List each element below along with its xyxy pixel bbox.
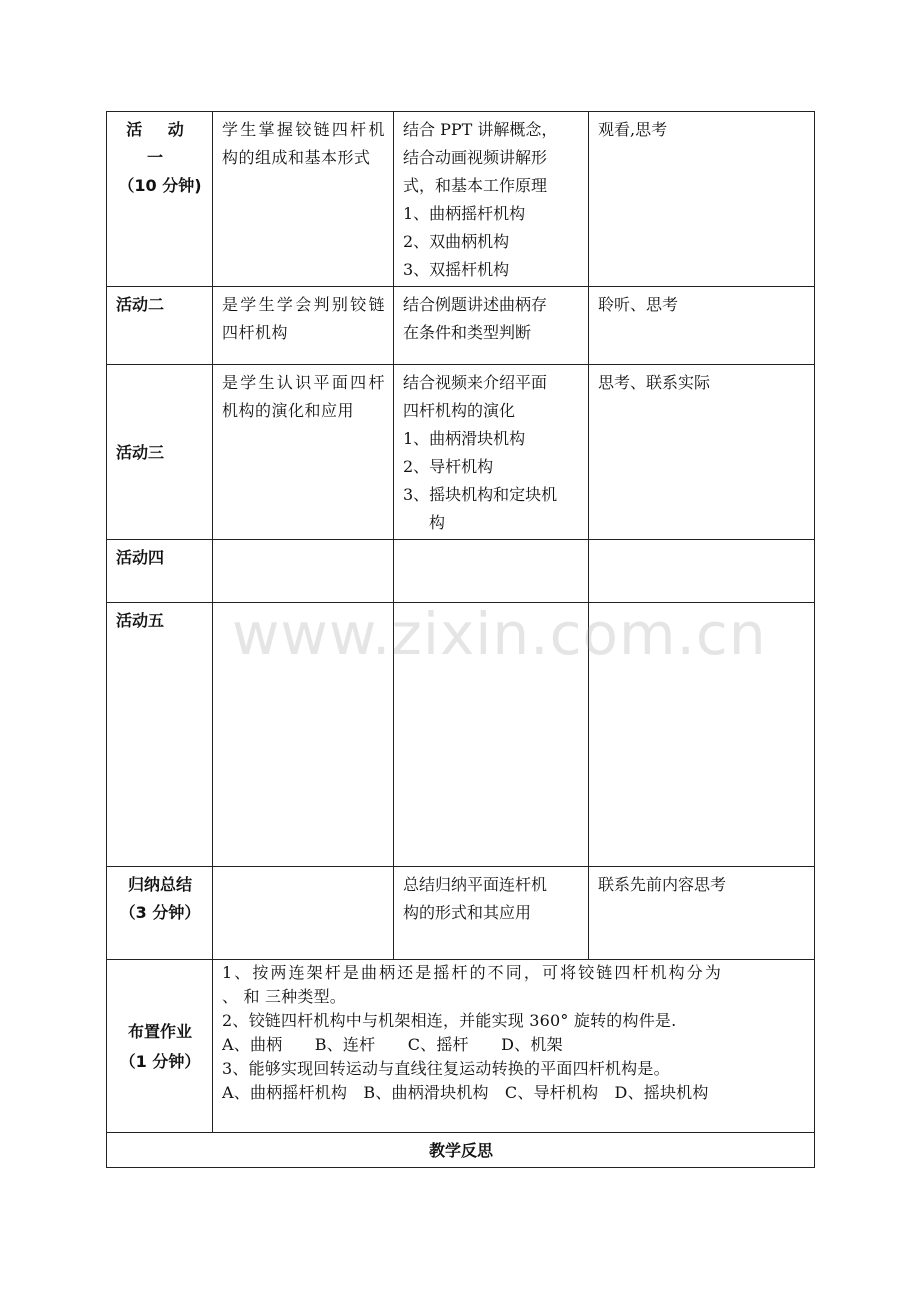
teacher-activity-line: 在条件和类型判断 [403, 323, 532, 342]
teacher-activity-line: 1、曲柄摇杆机构 [403, 204, 526, 223]
teacher-activity-cell [394, 540, 589, 603]
table-row-activity-5 [107, 603, 815, 867]
activity-name-cell [107, 112, 213, 287]
teacher-activity-line: 式，和基本工作原理 [403, 176, 548, 195]
table-row-activity-1 [107, 112, 815, 287]
teacher-activity-line: 2、导杆机构 [403, 457, 494, 476]
activity-duration: （10 分钟) [118, 176, 202, 195]
table-row-activity-4 [107, 540, 815, 603]
table-row-reflection [107, 1133, 815, 1168]
summary-student: 联系先前内容思考 [589, 867, 815, 960]
summary-name: 归纳总结 [127, 875, 192, 894]
summary-goal [213, 867, 394, 960]
teacher-activity-line: 3、双摇杆机构 [403, 260, 510, 279]
summary-name-cell [107, 867, 213, 960]
teacher-activity-line: 构 [429, 513, 446, 532]
teacher-activity-cell [394, 112, 589, 287]
reflection-title: 教学反思 [107, 1133, 815, 1168]
table-row-homework [107, 960, 815, 1133]
table-row-summary [107, 867, 815, 960]
table-row-activity-2 [107, 287, 815, 365]
activity-name: 活动四 [107, 540, 213, 603]
homework-line: 2、铰链四杆机构中与机架相连，并能实现 360° 旋转的构件是. [222, 1011, 677, 1030]
teacher-activity-line: 结合视频来介绍平面 [403, 373, 548, 392]
activity-name: 活动三 [107, 365, 213, 540]
activity-goal: 是学生学会判别铰链四杆机构 [213, 287, 394, 365]
teacher-activity-line: 1、曲柄滑块机构 [403, 429, 526, 448]
teacher-activity-line: 四杆机构的演化 [403, 401, 516, 420]
homework-line: A、曲柄摇杆机构 B、曲柄滑块机构 C、导杆机构 D、摇块机构 [222, 1083, 709, 1102]
activity-name: 活 动 一 [126, 120, 194, 167]
student-activity: 聆听、思考 [589, 287, 815, 365]
teacher-activity-line: 结合例题讲述曲柄存 [403, 295, 548, 314]
table-row-activity-3 [107, 365, 815, 540]
lesson-plan-table [106, 111, 815, 1168]
teacher-activity-cell [394, 603, 589, 867]
activity-goal [213, 540, 394, 603]
student-activity: 观看,思考 [589, 112, 815, 287]
homework-name: 布置作业 [127, 1022, 192, 1041]
homework-name-cell [107, 960, 213, 1133]
teacher-activity-line: 结合 PPT 讲解概念， [403, 120, 558, 139]
student-activity: 思考、联系实际 [589, 365, 815, 540]
summary-teacher-line: 构的形式和其应用 [403, 903, 532, 922]
student-activity [589, 540, 815, 603]
teacher-activity-cell [394, 287, 589, 365]
homework-content [213, 960, 815, 1133]
teacher-activity-cell [394, 365, 589, 540]
activity-goal: 学生掌握铰链四杆机构的组成和基本形式 [213, 112, 394, 287]
watermark: www.zixin.com.cn [232, 600, 767, 668]
summary-duration: （3 分钟） [119, 903, 201, 922]
summary-teacher-cell [394, 867, 589, 960]
homework-line: 、 和 三种类型。 [222, 987, 346, 1006]
activity-name: 活动二 [107, 287, 213, 365]
student-activity [589, 603, 815, 867]
homework-duration: （1 分钟） [119, 1052, 201, 1071]
teacher-activity-line: 3、摇块机构和定块机 [403, 485, 558, 504]
teacher-activity-line: 2、双曲柄机构 [403, 232, 510, 251]
homework-line: 3、能够实现回转运动与直线往复运动转换的平面四杆机构是。 [222, 1059, 670, 1078]
activity-goal: 是学生认识平面四杆机构的演化和应用 [213, 365, 394, 540]
homework-line: A、曲柄 B、连杆 C、摇杆 D、机架 [222, 1035, 563, 1054]
activity-name: 活动五 [107, 603, 213, 867]
activity-goal [213, 603, 394, 867]
teacher-activity-line: 结合动画视频讲解形 [403, 148, 548, 167]
homework-line: 1、按两连架杆是曲柄还是摇杆的不同，可将铰链四杆机构分为 [222, 963, 723, 982]
summary-teacher-line: 总结归纳平面连杆机 [403, 875, 548, 894]
